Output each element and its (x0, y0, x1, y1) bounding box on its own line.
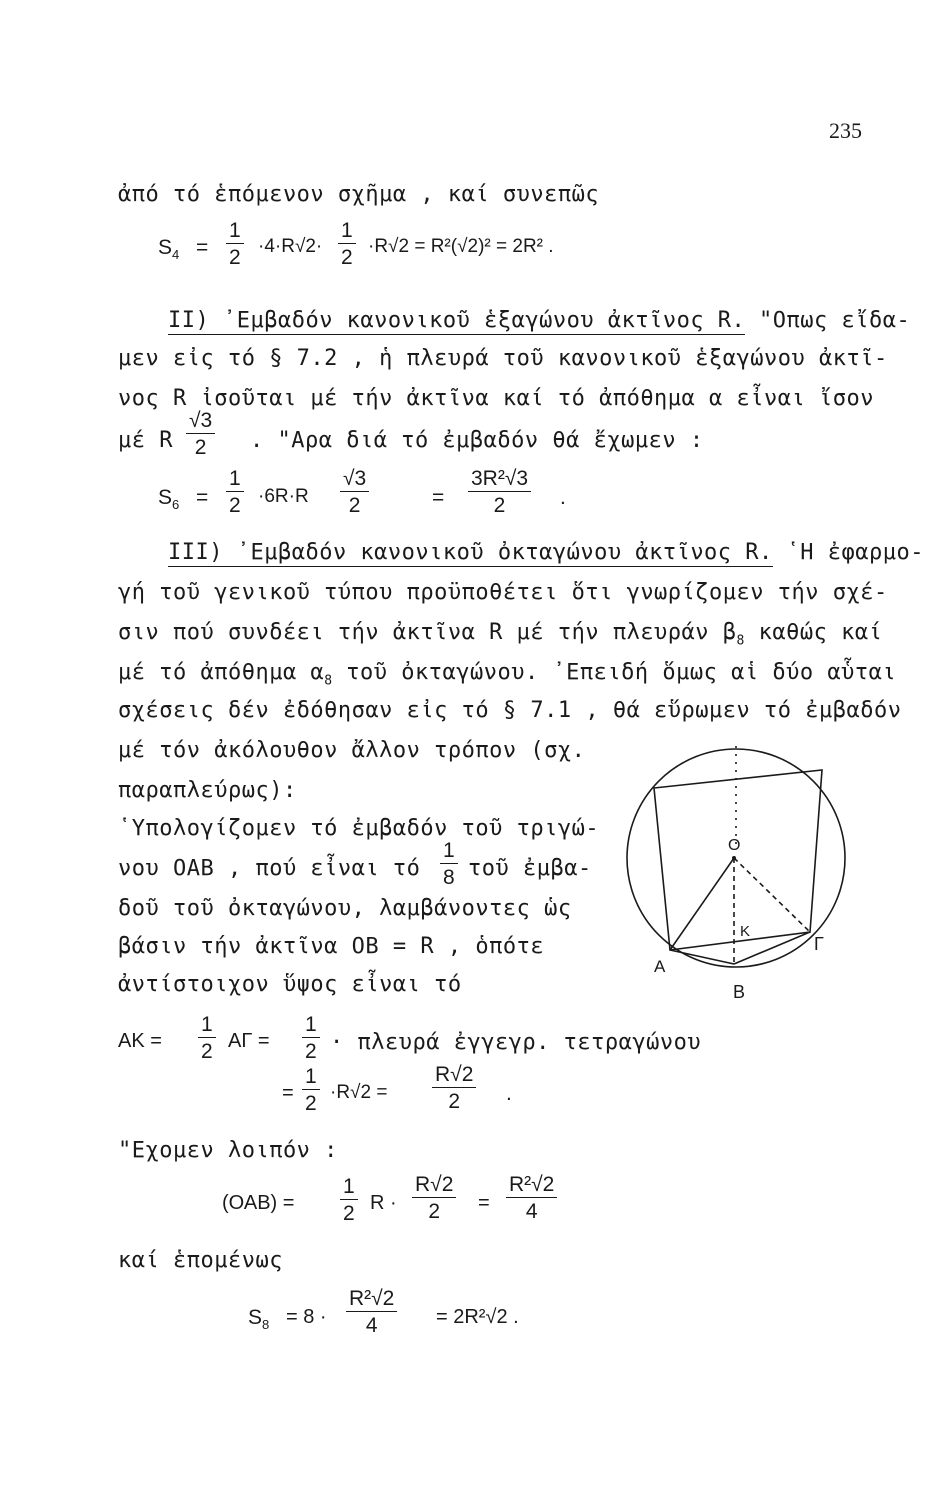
fraction: $\frac{\text{R²√2}}{4}$ (346, 1288, 397, 1336)
center-point-o (732, 856, 736, 860)
text-line: νος R ἰσοῦται μέ τήν ἀκτῖνα καί τό ἀπόθημα α εἶναι ἴσον (118, 386, 874, 411)
section-iii-line: III) ᾿Εμβαδόν κανονικοῦ ὀκταγώνου ἀκτῖνος R. ῾Η ἐφαρμο- (168, 540, 924, 565)
text-line: μέ τόν ἀκόλουθον ἄλλον τρόπον (σχ. (118, 738, 586, 763)
segment-oa (670, 858, 734, 950)
equation-term: . (560, 486, 566, 509)
text-line: τοῦ ἐμβα- (468, 856, 592, 881)
fraction: $\frac{R√2}{2}$ (412, 1174, 456, 1222)
text-line: ἀντίστοιχον ὕψος εἶναι τό (118, 972, 462, 997)
equals-sign: = (478, 1192, 490, 1214)
equation-s8: $S_8$ (248, 1306, 270, 1333)
equation-term: R · (370, 1192, 397, 1214)
equation-ak: ΑΚ = (118, 1030, 162, 1052)
equation-term: ·6R·R (258, 486, 309, 507)
text-line: σιν πού συνδέει τήν ἀκτῖνα R μέ τήν πλευράν $\beta_8$ καθώς καί (118, 620, 883, 649)
fraction: $\frac{1}{2}$ (198, 1014, 216, 1062)
equation-term: = 2R²√2 . (436, 1306, 519, 1328)
fraction: $\frac{1}{2}$ (302, 1014, 320, 1062)
inscribed-square (654, 770, 822, 950)
text-line: καί ἑπομένως (118, 1248, 283, 1273)
equals-sign: = (432, 486, 445, 509)
text-line: σχέσεις δέν ἐδόθησαν εἰς τό § 7.1 , θά εὕρωμεν τό ἐμβαδόν (118, 698, 902, 723)
equation-s6: $S_6$ (158, 486, 180, 513)
fraction: $\frac{\text{3R²√3}}{2}$ (468, 468, 531, 516)
text-line: ῾Υπολογίζομεν τό ἐμβαδόν τοῦ τριγώ- (118, 816, 600, 841)
text-line: νου ΟΑΒ , πού εἶναι τό (118, 856, 421, 881)
text-line: μέ τό ἀπόθημα $\alpha_8$ τοῦ ὀκταγώνου. ᾿Επειδή ὅμως αἱ δύο αὗται (118, 660, 897, 689)
label-g: Γ (814, 934, 824, 954)
text-line: "Εχομεν λοιπόν : (118, 1138, 338, 1163)
fraction: $\frac{R√2}{2}$ (432, 1064, 476, 1112)
fraction: $\frac{1}{8}$ (440, 840, 458, 888)
fraction: $\frac{√3}{2}$ (186, 410, 215, 458)
fraction: $\frac{1}{2}$ (302, 1066, 320, 1114)
equation-term: · πλευρά ἐγγεγρ. τετραγώνου (330, 1030, 702, 1055)
equation-term: ·R√2 = (330, 1082, 388, 1103)
text-line: ἀπό τό ἑπόμενον σχῆμα , καί συνεπῶς (118, 182, 600, 207)
fraction: $\frac{1}{2}$ (226, 468, 244, 516)
text-line: μέ R (118, 428, 173, 453)
text-line: μεν εἰς τό § 7.2 , ἡ πλευρά τοῦ κανονικοῦ ἑξαγώνου ἀκτῖ- (118, 346, 888, 371)
fraction: $\frac{1}{2}$ (338, 220, 356, 268)
equals-sign: = (196, 236, 209, 259)
fraction: $\frac{√3}{2}$ (340, 468, 369, 516)
label-b: B (733, 982, 746, 1002)
page-number: 235 (829, 118, 862, 143)
equals-sign: = (282, 1082, 294, 1104)
section-iii-heading: III) ᾿Εμβαδόν κανονικοῦ ὀκταγώνου ἀκτῖνος R. (168, 540, 773, 565)
section-ii-heading: II) ᾿Εμβαδόν κανονικοῦ ἑξαγώνου ἀκτῖνος R. (168, 308, 746, 333)
text-line: παραπλεύρως): (118, 778, 297, 803)
text-line: βάσιν τήν ἀκτῖνα ΟΒ = R , ὁπότε (118, 934, 545, 959)
fraction: $\frac{\text{R²√2}}{4}$ (506, 1174, 557, 1222)
equation-term: . (506, 1082, 512, 1105)
fraction: $\frac{1}{2}$ (340, 1176, 358, 1224)
fraction: $\frac{1}{2}$ (226, 220, 244, 268)
equation-s4: $S_4$ (158, 236, 180, 263)
text-line: . "Αρα διά τό ἐμβαδόν θά ἔχωμεν : (250, 428, 704, 453)
segment-og (734, 858, 810, 932)
equals-sign: = (196, 486, 209, 509)
text-line: δοῦ τοῦ ὀκταγώνου, λαμβάνοντες ὡς (118, 896, 572, 921)
text-line: γή τοῦ γενικοῦ τύπου προϋποθέτει ὅτι γνωρίζομεν τήν σχέ- (118, 580, 888, 605)
label-a: A (654, 957, 666, 976)
equation-term: ΑΓ = (228, 1030, 270, 1052)
label-k: K (740, 923, 751, 940)
section-ii-line: II) ᾿Εμβαδόν κανονικοῦ ἑξαγώνου ἀκτῖνος R. "Οπως εἴδα- (168, 308, 911, 333)
equation-term: ·R√2 = R²(√2)² = 2R² . (368, 236, 554, 257)
label-o: O (728, 837, 741, 854)
equation-term: ·4·R√2· (258, 236, 323, 257)
equation-oab: (ΟΑΒ) = (222, 1192, 295, 1214)
equation-term: = 8 · (286, 1306, 327, 1328)
